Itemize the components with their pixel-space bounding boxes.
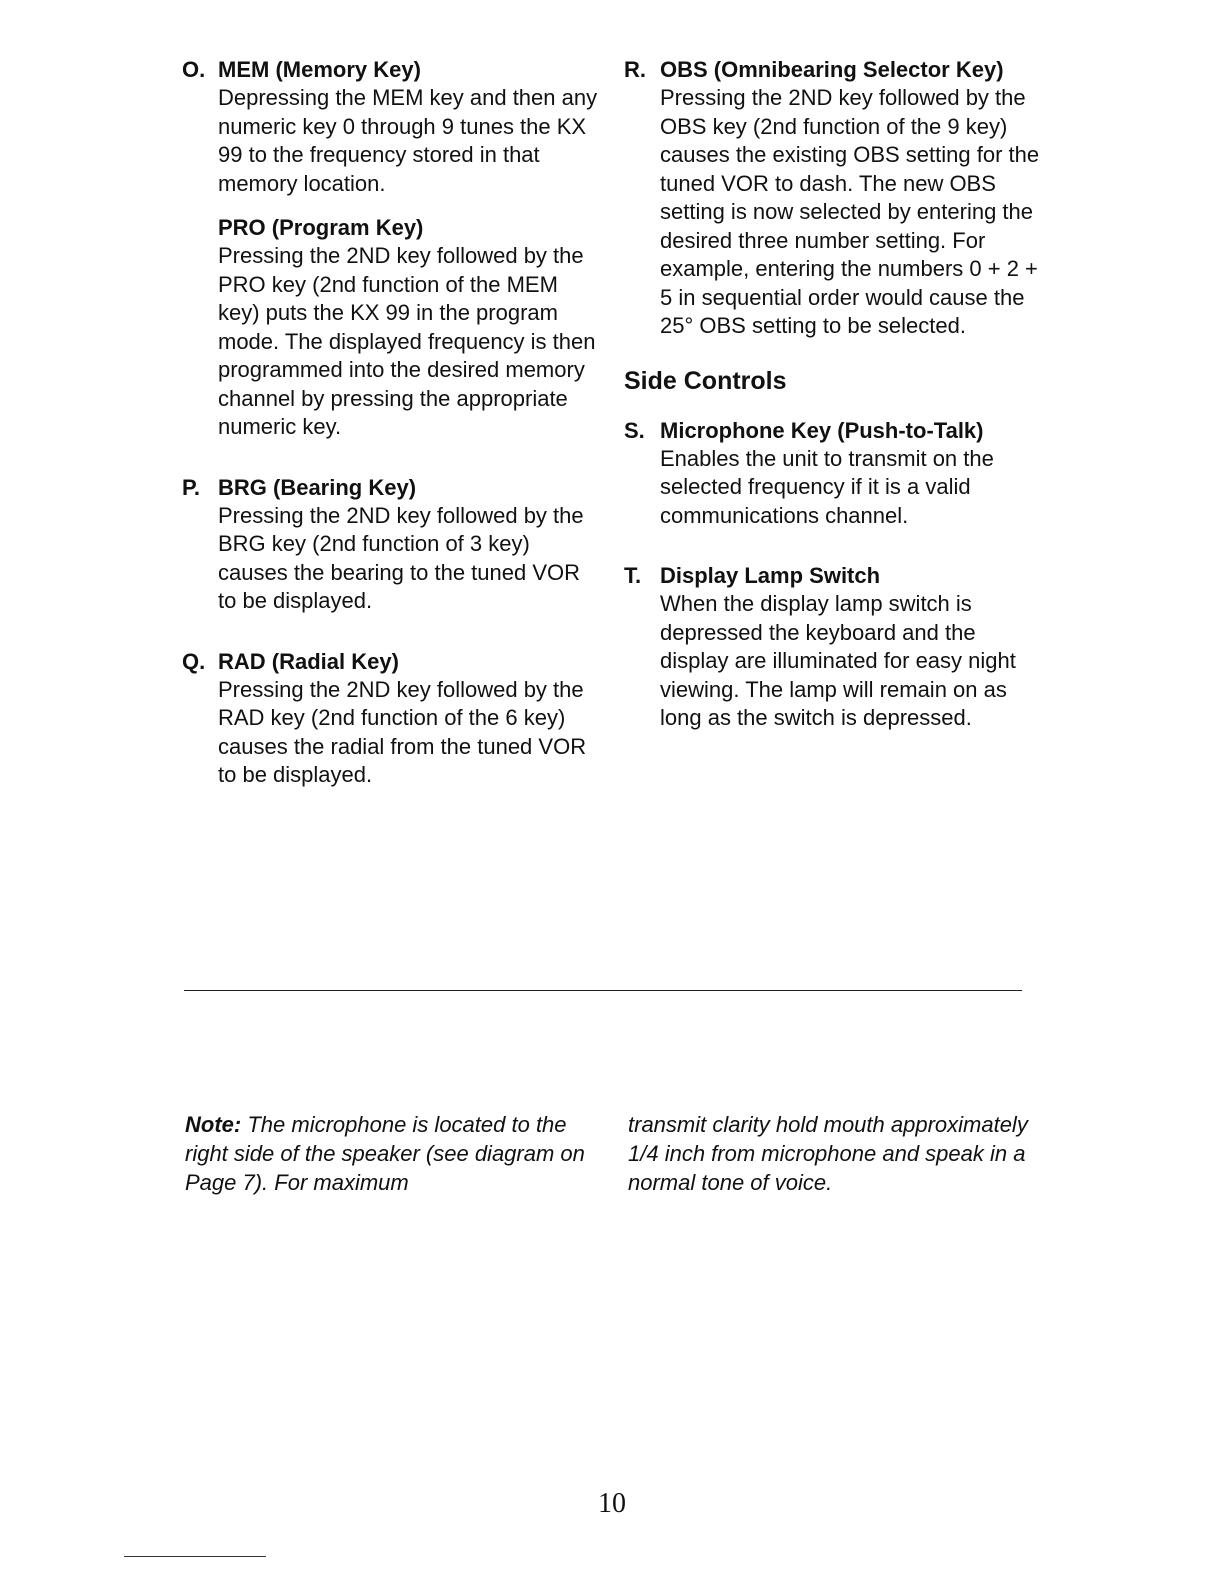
- item-heading: Microphone Key (Push-to-Talk): [660, 417, 984, 443]
- item-letter: R.: [624, 57, 646, 82]
- page-number: 10: [598, 1488, 626, 1519]
- item-heading: BRG (Bearing Key): [218, 474, 417, 500]
- item-body: Depressing the MEM key and then any numeric key 0 through 9 tunes the KX 99 to the frequency stored in that memory location.: [218, 85, 598, 196]
- item-s-microphone-key: [624, 417, 1044, 531]
- sub-body-pro-key: Pressing the 2ND key followed by the PRO key (2nd function of the MEM key) puts the KX 99 in the program mode. The displayed frequency is then programmed into the desired memory channel by pressing the appropriate numeric key.: [218, 243, 596, 439]
- note-label: Note:: [185, 1112, 242, 1137]
- note-right-text: transmit clarity hold mouth approximately 1/4 inch from microphone and speak in a normal tone of voice.: [628, 1112, 1028, 1195]
- item-heading: Display Lamp Switch: [660, 563, 881, 588]
- item-heading: OBS (Omnibearing Selector Key): [660, 57, 1004, 82]
- item-r-obs-key: [624, 56, 1044, 341]
- item-body: Enables the unit to transmit on the selected frequency if it is a valid communications channel.: [660, 445, 994, 528]
- item-body: Pressing the 2ND key followed by the BRG key (2nd function of 3 key) causes the bearing to the tuned VOR to be displayed.: [218, 502, 584, 613]
- item-letter: Q.: [182, 648, 206, 674]
- item-t-display-lamp-switch: [624, 562, 1044, 733]
- note-left: [185, 1110, 585, 1197]
- right-column: [624, 56, 1044, 765]
- item-o-mem-key: [182, 56, 602, 442]
- item-letter: O.: [182, 57, 206, 82]
- side-controls-heading: Side Controls: [624, 366, 787, 395]
- item-heading: MEM (Memory Key): [218, 57, 421, 82]
- item-body: When the display lamp switch is depressed the keyboard and the display are illuminated for easy night viewing. The lamp will remain on as long as the switch is depressed.: [660, 591, 1016, 730]
- note-right: [628, 1110, 1028, 1197]
- sub-heading-pro-key: PRO (Program Key): [218, 215, 424, 240]
- item-letter: S.: [624, 417, 645, 443]
- note-left-text: The microphone is located to the right side of the speaker (see diagram on Page 7). For maximum: [185, 1112, 585, 1195]
- horizontal-rule: [184, 990, 1022, 991]
- item-q-rad-key: [182, 648, 602, 790]
- item-letter: P.: [182, 474, 200, 500]
- item-body: Pressing the 2ND key followed by the OBS key (2nd function of the 9 key) causes the existing OBS setting for the tuned VOR to dash. The new OBS setting is now selected by entering the desired three number setting. For example, entering the numbers 0 + 2 + 5 in sequential order would cause the 25° OBS setting to be selected.: [660, 85, 1040, 338]
- item-p-brg-key: [182, 474, 602, 616]
- bottom-scan-line: [124, 1556, 266, 1557]
- item-body: Pressing the 2ND key followed by the RAD key (2nd function of the 6 key) causes the radial from the tuned VOR to be displayed.: [218, 676, 587, 787]
- item-heading: RAD (Radial Key): [218, 648, 399, 674]
- left-column: [182, 56, 602, 822]
- item-letter: T.: [624, 563, 642, 588]
